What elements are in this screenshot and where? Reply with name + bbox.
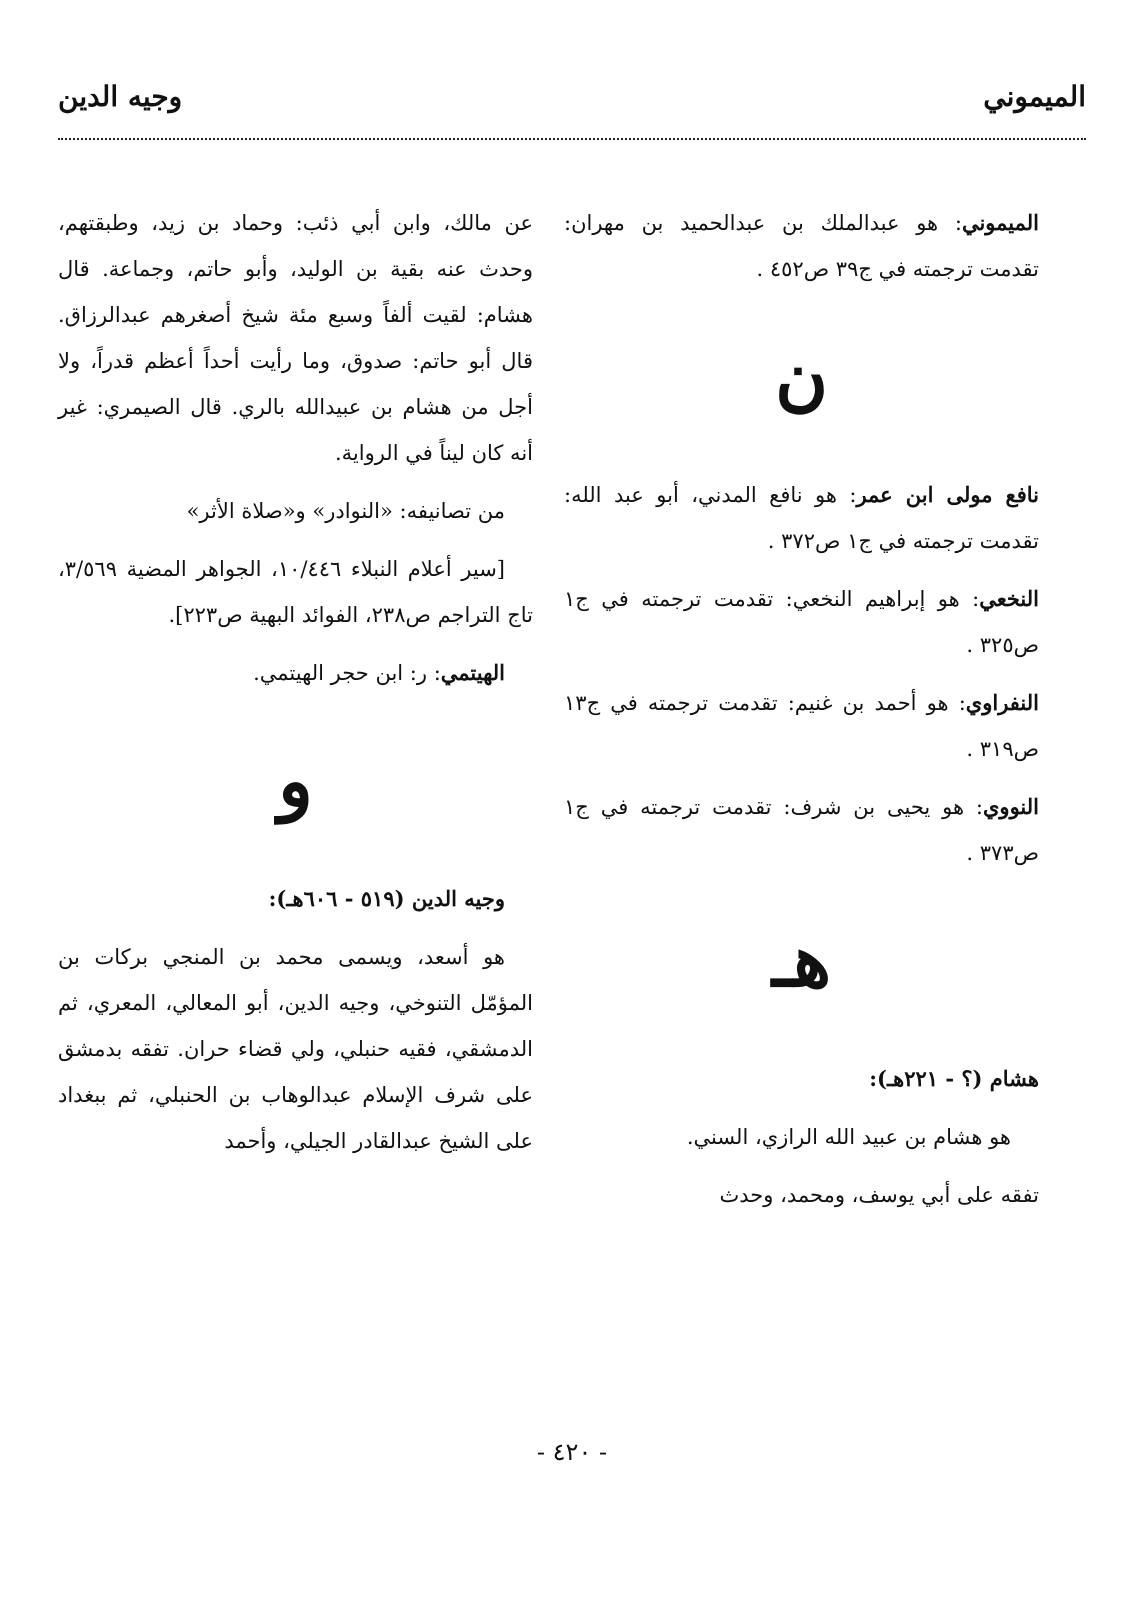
entry-text: : هو أحمد بن غنيم: تقدمت ترجمته في ج١٣ ص٣١٩ . <box>564 691 1039 761</box>
left-column <box>58 200 533 1176</box>
entry-haytami <box>58 650 533 696</box>
section-letter-waw: و <box>278 738 313 823</box>
entry-nawawi <box>564 784 1039 876</box>
right-column <box>564 200 1039 1230</box>
header-left-term: وجيه الدين <box>58 80 183 113</box>
entry-maymuni <box>564 200 1039 292</box>
entry-heading-hisham: هشام (؟ - ٢٢١هـ): <box>869 1066 1039 1091</box>
entry-nafrawi <box>564 680 1039 772</box>
header-right-term: الميموني <box>983 80 1086 113</box>
header-rule <box>58 138 1086 140</box>
page-number: - ٤٢٠ - <box>536 1438 608 1466</box>
sources-line: [سير أعلام النبلاء ١٠/٤٤٦، الجواهر المضية ٣/٥٦٩، تاج التراجم ص٢٣٨، الفوائد البهية ص٢٢٣]. <box>58 557 533 627</box>
entry-body: هو هشام بن عبيد الله الرازي، السني. <box>686 1125 1011 1149</box>
entry-text: : هو يحيى بن شرف: تقدمت ترجمته في ج١ ص٣٧٣ . <box>564 795 1039 865</box>
entry-body: هو أسعد، ويسمى محمد بن المنجي بركات بن المؤمّل التنوخي، وجيه الدين، أبو المعالي، المعري، ثم الدمشقي، فقيه حنبلي، ولي قضاء حران. تفقه بدمشق على شرف الإسلام عبدالوهاب بن الحنبلي، ثم ببغداد على الشيخ عبدالقادر الجيلي، وأحمد <box>58 945 533 1153</box>
entry-text: : ر: ابن حجر الهيتمي. <box>253 661 441 685</box>
entry-title: الهيتمي <box>440 660 505 685</box>
entry-title: النخعي <box>979 586 1039 611</box>
entry-title: نافع مولى ابن عمر <box>856 482 1039 507</box>
entry-nakhai <box>564 576 1039 668</box>
section-letter-ha: هـ <box>771 918 832 1003</box>
entry-body: عن مالك، وابن أبي ذئب: وحماد بن زيد، وطبقتهم، وحدث عنه بقية بن الوليد، وأبو حاتم، وجماعة. قال هشام: لقيت ألفاً وسبع مئة شيخ أصغرهم عبدالرزاق. قال أبو حاتم: صدوق، وما رأيت أحداً أعظم قدراً، ولا أجل من هشام بن عبيدالله بالري. قال الصيمري: غير أنه كان ليناً في الرواية. <box>58 211 533 465</box>
section-letter-nun: ن <box>775 334 828 419</box>
entry-body: تفقه على أبي يوسف، ومحمد، وحدث <box>719 1183 1039 1207</box>
entry-title: النفراوي <box>965 690 1039 715</box>
running-header <box>58 80 1086 120</box>
entry-title: النووي <box>983 794 1039 819</box>
entry-text: : هو إبراهيم النخعي: تقدمت ترجمته في ج١ ص٣٢٥ . <box>564 587 1039 657</box>
works-line: من تصانيفه: «النوادر» و«صلاة الأثر» <box>186 499 505 523</box>
entry-text: : هو عبدالملك بن عبدالحميد بن مهران: تقدمت ترجمته في ج٣٩ ص٤٥٢ . <box>564 211 1039 281</box>
entry-title: الميموني <box>961 210 1039 235</box>
entry-nafi <box>564 472 1039 564</box>
entry-heading-wajih: وجيه الدين (٥١٩ - ٦٠٦هـ): <box>268 886 505 911</box>
entry-text: : هو نافع المدني، أبو عبد الله: تقدمت ترجمته في ج١ ص٣٧٢ . <box>564 483 1039 553</box>
